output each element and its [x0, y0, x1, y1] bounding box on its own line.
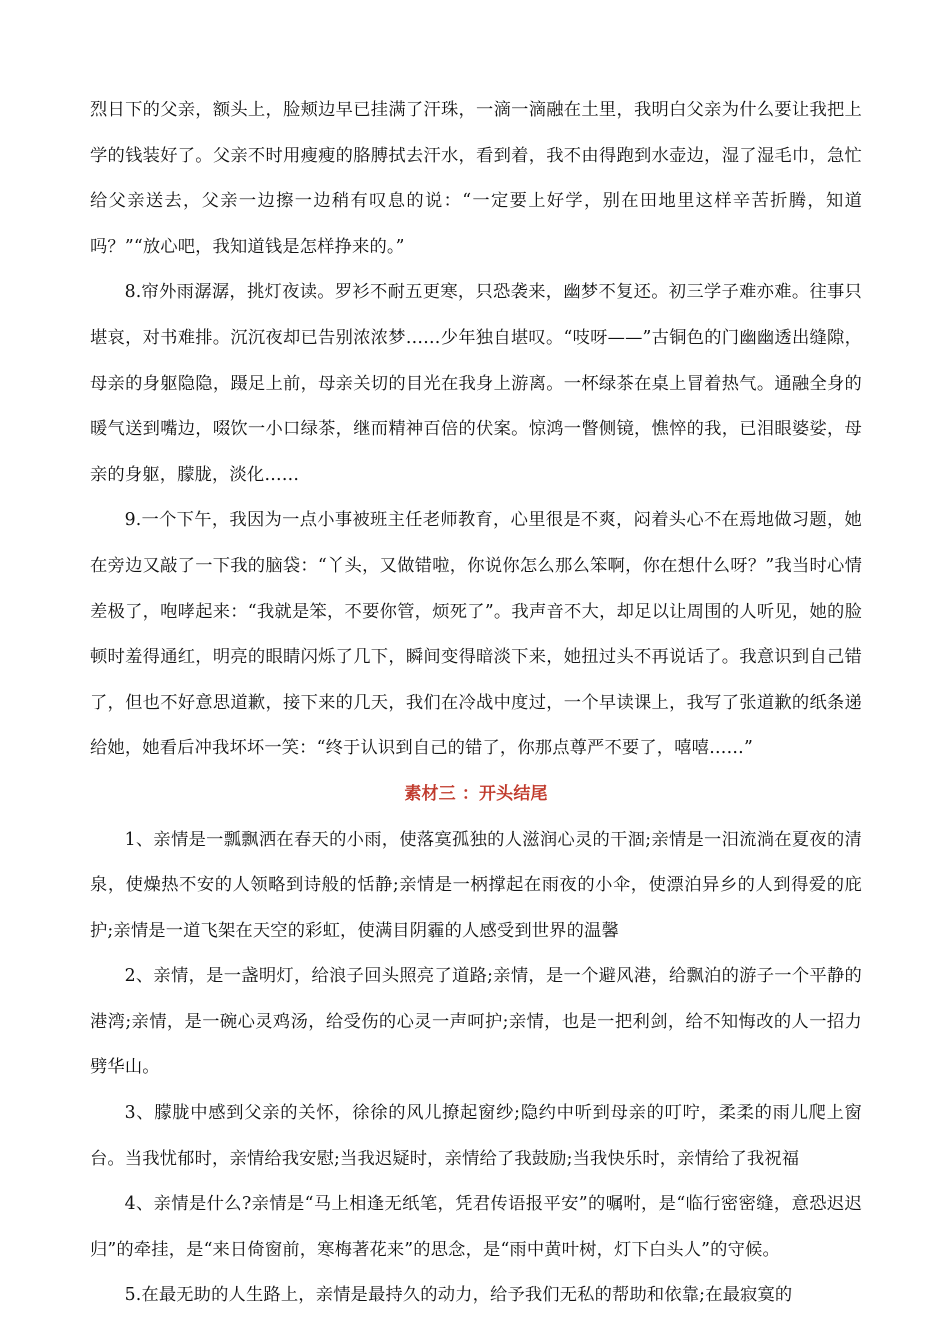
- paragraph-father-field: 烈日下的父亲，额头上，脸颊边早已挂满了汗珠，一滴一滴融在土里，我明白父亲为什么要让我把上学的钱装好了。父亲不时用瘦瘦的胳膊拭去汗水，看到着，我不由得跑到水壶边，湿了湿毛巾，急忙给父亲送去，父亲一边擦一边稍有叹息的说：“一定要上好学，别在田地里这样辛苦折腾，知道吗？”“放心吧，我知道钱是怎样挣来的。”: [90, 100, 862, 257]
- paragraph-4-poems: 4、亲情是什么?亲情是“马上相逢无纸笔，凭君传语报平安”的嘱咐，是“临行密密缝，意恐迟迟归”的牵挂，是“来日倚窗前，寒梅著花来”的思念，是“雨中黄叶树，灯下白头人”的守候。: [90, 1194, 862, 1260]
- paragraph-5-support: 5.在最无助的人生路上，亲情是最持久的动力，给予我们无私的帮助和依靠;在最寂寞的: [124, 1285, 793, 1306]
- paragraph-8-night-study: 8.帘外雨潺潺，挑灯夜读。罗衫不耐五更寒，只恐袭来，幽梦不复还。初三学子难亦难。往事只堪哀，对书难排。沉沉夜却已告别浓浓梦……少年独自堪叹。“吱呀——”古铜色的门幽幽透出缝隙，母亲的身躯隐隐，蹑足上前，母亲关切的目光在我身上游离。一杯绿茶在桌上冒着热气。通融全身的暖气送到嘴边，啜饮一小口绿茶，继而精神百倍的伏案。惊鸿一瞥侧镜，憔悴的我，已泪眼婆娑，母亲的身躯，朦胧，淡化……: [90, 282, 862, 485]
- paragraph-1-rain: 1、亲情是一瓢飘洒在春天的小雨，使落寞孤独的人滋润心灵的干涸;亲情是一汨流淌在夏夜的清泉，使燥热不安的人领略到诗般的恬静;亲情是一柄撑起在雨夜的小伞，使漂泊异乡的人到得爱的庇护;亲情是一道飞架在天空的彩虹，使满目阴霾的人感受到世界的温馨: [90, 829, 862, 941]
- section-title: 素材三 ：开头结尾: [404, 783, 548, 804]
- paragraph-2-lamp: 2、亲情，是一盏明灯，给浪子回头照亮了道路;亲情，是一个避风港，给飘泊的游子一个平静的港湾;亲情，是一碗心灵鸡汤，给受伤的心灵一声呵护;亲情，也是一把利剑，给不知悔改的人一招力劈华山。: [90, 966, 862, 1078]
- paragraph-9-apology: 9.一个下午，我因为一点小事被班主任老师教育，心里很是不爽，闷着头心不在焉地做习题，她在旁边又敲了一下我的脑袋：“丫头，又做错啦，你说你怎么那么笨啊，你在想什么呀？”我当时心情差极了，咆哮起来：“我就是笨，不要你管，烦死了”。我声音不大，却足以让周围的人听见，她的脸顿时羞得通红，明亮的眼睛闪烁了几下，瞬间变得暗淡下来，她扭过头不再说话了。我意识到自己错了，但也不好意思道歉，接下来的几天，我们在冷战中度过，一个早读课上，我写了张道歉的纸条递给她，她看后冲我坏坏一笑：“终于认识到自己的错了，你那点尊严不要了，嘻嘻……”: [90, 510, 862, 759]
- paragraph-3-care: 3、朦胧中感到父亲的关怀，徐徐的风儿撩起窗纱;隐约中听到母亲的叮咛，柔柔的雨儿爬上窗台。当我忧郁时，亲情给我安慰;当我迟疑时，亲情给了我鼓励;当我快乐时，亲情给了我祝福: [90, 1103, 862, 1169]
- document-page: [90, 88, 862, 1319]
